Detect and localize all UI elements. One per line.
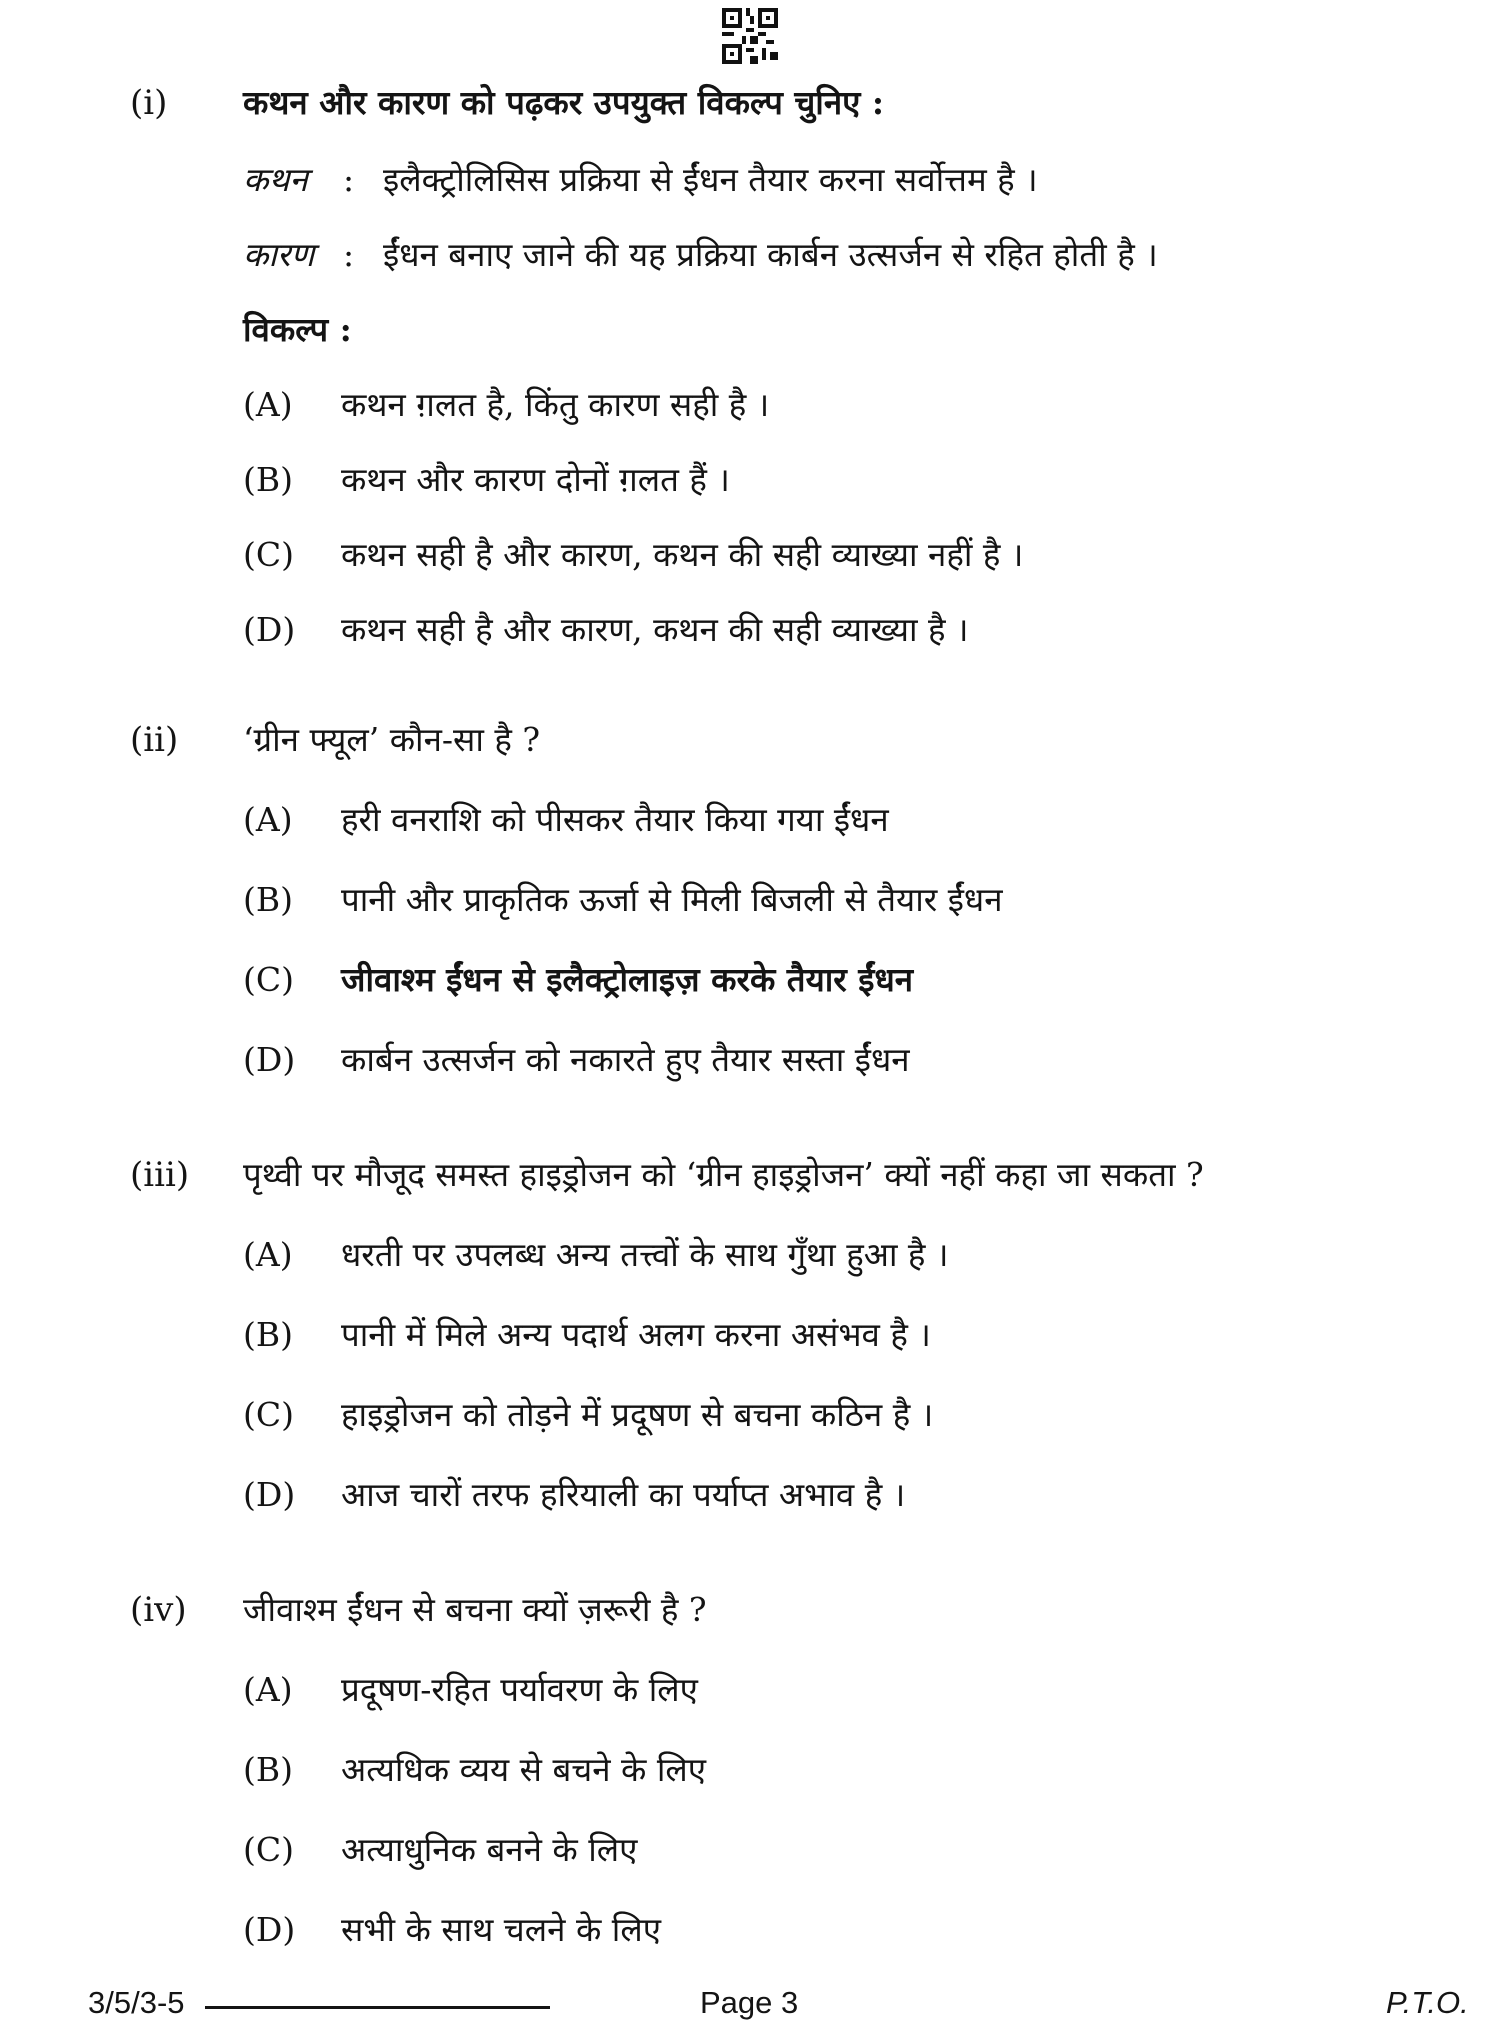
option-c	[243, 1395, 933, 1435]
option-d	[243, 1910, 661, 1950]
option-text: कथन ग़लत है, किंतु कारण सही है ।	[341, 385, 770, 424]
paper-code: 3/5/3-5	[88, 1985, 185, 2020]
option-label: (B)	[243, 1750, 293, 1789]
option-text: कथन और कारण दोनों ग़लत हैं ।	[341, 460, 730, 499]
option-text: अत्यधिक व्यय से बचने के लिए	[341, 1750, 707, 1789]
option-label: (D)	[243, 610, 296, 649]
question-number: (i)	[130, 83, 168, 123]
option-label: (C)	[243, 535, 294, 574]
reason-text: ईंधन बनाए जाने की यह प्रक्रिया कार्बन उत्सर्जन से रहित होती है ।	[383, 235, 1158, 274]
option-b	[243, 1750, 706, 1790]
page-footer	[0, 1985, 1505, 2029]
option-text: हरी वनराशि को पीसकर तैयार किया गया ईंधन	[341, 800, 889, 839]
option-text: धरती पर उपलब्ध अन्य तत्त्वों के साथ गुँथा हुआ है ।	[341, 1235, 949, 1274]
option-label: (D)	[243, 1475, 296, 1514]
option-b	[243, 1315, 931, 1355]
option-text: सभी के साथ चलने के लिए	[341, 1910, 661, 1949]
option-text: जीवाश्म ईंधन से इलैक्ट्रोलाइज़ करके तैयार ईंधन	[341, 960, 914, 999]
option-label: (B)	[243, 460, 293, 499]
option-a	[243, 1235, 948, 1275]
option-text: कथन सही है और कारण, कथन की सही व्याख्या नहीं है ।	[341, 535, 1024, 574]
option-d	[243, 1475, 905, 1515]
question-number: (iv)	[130, 1590, 187, 1630]
reason-line: कारण : ईंधन बनाए जाने की यह प्रक्रिया कार्बन उत्सर्जन से रहित होती है ।	[243, 235, 1158, 274]
option-text: कार्बन उत्सर्जन को नकारते हुए तैयार सस्ता ईंधन	[341, 1040, 910, 1079]
option-c	[243, 960, 913, 1000]
option-text: पानी और प्राकृतिक ऊर्जा से मिली बिजली से तैयार ईंधन	[341, 880, 1003, 919]
option-a	[243, 385, 769, 425]
question-prompt: कथन और कारण को पढ़कर उपयुक्त विकल्प चुनिए :	[243, 83, 885, 122]
option-label: (D)	[243, 1910, 296, 1949]
option-c	[243, 535, 1023, 575]
page-number: Page 3	[700, 1985, 799, 2020]
option-text: पानी में मिले अन्य पदार्थ अलग करना असंभव है ।	[341, 1315, 931, 1354]
option-a	[243, 1670, 698, 1710]
option-c	[243, 1830, 637, 1870]
option-label: (C)	[243, 1395, 294, 1434]
question-prompt: पृथ्वी पर मौजूद समस्त हाइड्रोजन को ‘ग्रीन हाइड्रोजन’ क्यों नहीं कहा जा सकता ?	[243, 1155, 1204, 1194]
option-label: (A)	[243, 1670, 293, 1709]
option-text: अत्याधुनिक बनने के लिए	[341, 1830, 638, 1869]
option-label: (D)	[243, 1040, 296, 1079]
option-text: आज चारों तरफ हरियाली का पर्याप्त अभाव है ।	[341, 1475, 906, 1514]
statement-label: कथन	[243, 160, 308, 199]
option-label: (B)	[243, 1315, 293, 1354]
statement-text: इलैक्ट्रोलिसिस प्रक्रिया से ईंधन तैयार करना सर्वोत्तम है ।	[383, 160, 1038, 199]
option-text: हाइड्रोजन को तोड़ने में प्रदूषण से बचना कठिन है ।	[341, 1395, 934, 1434]
pto-label: P.T.O.	[1386, 1985, 1469, 2020]
question-number: (ii)	[130, 720, 179, 760]
option-label: (C)	[243, 960, 294, 999]
option-d	[243, 610, 969, 650]
option-label: (A)	[243, 385, 293, 424]
reason-label: कारण	[243, 235, 315, 274]
question-prompt: जीवाश्म ईंधन से बचना क्यों ज़रूरी है ?	[243, 1590, 707, 1629]
question-number: (iii)	[130, 1155, 190, 1195]
question-prompt: ‘ग्रीन फ्यूल’ कौन-सा है ?	[243, 720, 541, 759]
option-label: (B)	[243, 880, 293, 919]
option-label: (A)	[243, 1235, 293, 1274]
option-a	[243, 800, 889, 840]
option-label: (C)	[243, 1830, 294, 1869]
options-heading: विकल्प :	[243, 310, 352, 349]
option-b	[243, 460, 730, 500]
option-b	[243, 880, 1003, 920]
option-label: (A)	[243, 800, 293, 839]
footer-rule	[205, 2006, 550, 2009]
qr-code-icon	[722, 8, 778, 64]
option-d	[243, 1040, 910, 1080]
option-text: प्रदूषण-रहित पर्यावरण के लिए	[341, 1670, 698, 1709]
statement-line: कथन : इलैक्ट्रोलिसिस प्रक्रिया से ईंधन तैयार करना सर्वोत्तम है ।	[243, 160, 1038, 199]
option-text: कथन सही है और कारण, कथन की सही व्याख्या है ।	[341, 610, 969, 649]
